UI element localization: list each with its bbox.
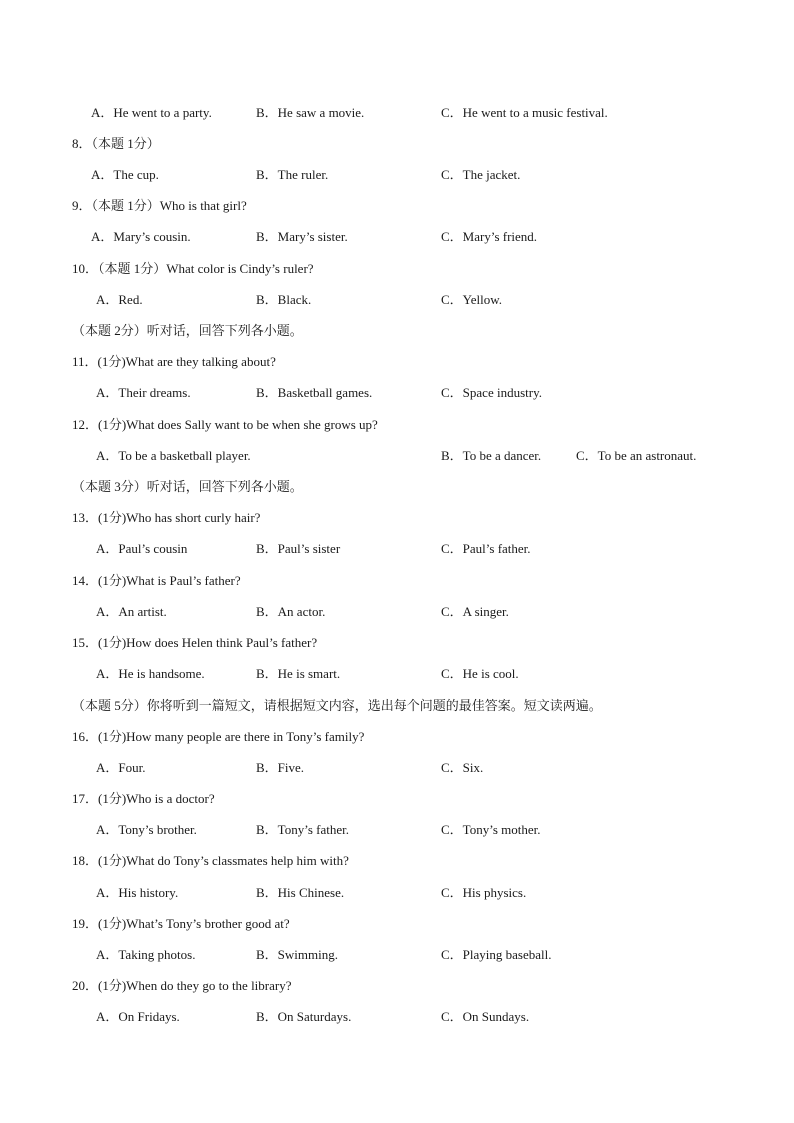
- q10-option-a: A．Red.: [96, 292, 143, 307]
- q10-stem: 10．（本题 1分）What color is Cindy’s ruler?: [72, 261, 314, 276]
- section-heading-dialogue-2: （本题 3分）听对话，回答下列各小题。: [72, 479, 303, 494]
- q19-option-b: B．Swimming.: [256, 947, 338, 962]
- q11-stem: 11．(1分)What are they talking about?: [72, 354, 276, 369]
- q16-option-a: A．Four.: [96, 760, 146, 775]
- q11-option-c: C．Space industry.: [441, 385, 542, 400]
- q15-option-b: B．He is smart.: [256, 666, 341, 681]
- section-heading-dialogue-1: （本题 2分）听对话，回答下列各小题。: [72, 323, 303, 338]
- q15-option-a: A．He is handsome.: [96, 666, 205, 681]
- q8-option-c: C．The jacket.: [441, 167, 521, 182]
- q18-option-a: A．His history.: [96, 885, 179, 900]
- q17-stem: 17．(1分)Who is a doctor?: [72, 791, 215, 806]
- q17-option-a: A．Tony’s brother.: [96, 822, 197, 837]
- q17-option-b: B．Tony’s father.: [256, 822, 349, 837]
- q7-option-b: B．He saw a movie.: [256, 105, 365, 120]
- q13-option-a: A．Paul’s cousin: [96, 541, 188, 556]
- q15-option-c: C．He is cool.: [441, 666, 519, 681]
- q11-option-a: A．Their dreams.: [96, 385, 191, 400]
- q20-option-b: B．On Saturdays.: [256, 1009, 352, 1024]
- q18-stem: 18．(1分)What do Tony’s classmates help him with?: [72, 853, 349, 868]
- q13-option-c: C．Paul’s father.: [441, 541, 531, 556]
- q12-option-a: A．To be a basketball player.: [96, 448, 251, 463]
- q12-stem: 12．(1分)What does Sally want to be when she grows up?: [72, 417, 378, 432]
- q8-option-a: A．The cup.: [91, 167, 159, 182]
- q7-option-a: A．He went to a party.: [91, 105, 212, 120]
- q20-stem: 20．(1分)When do they go to the library?: [72, 978, 292, 993]
- q18-option-c: C．His physics.: [441, 885, 527, 900]
- q7-option-c: C．He went to a music festival.: [441, 105, 608, 120]
- q18-option-b: B．His Chinese.: [256, 885, 345, 900]
- q16-option-b: B．Five.: [256, 760, 305, 775]
- q19-option-c: C．Playing baseball.: [441, 947, 552, 962]
- q19-stem: 19．(1分)What’s Tony’s brother good at?: [72, 916, 290, 931]
- q14-option-c: C．A singer.: [441, 604, 509, 619]
- section-heading-passage: （本题 5分）你将听到一篇短文，请根据短文内容，选出每个问题的最佳答案。短文读两遍。: [72, 698, 602, 713]
- q14-option-a: A．An artist.: [96, 604, 167, 619]
- q16-option-c: C．Six.: [441, 760, 484, 775]
- q8-option-b: B．The ruler.: [256, 167, 329, 182]
- q9-stem: 9．（本题 1分）Who is that girl?: [72, 198, 247, 213]
- q10-option-b: B．Black.: [256, 292, 312, 307]
- q13-stem: 13．(1分)Who has short curly hair?: [72, 510, 261, 525]
- q9-option-c: C．Mary’s friend.: [441, 229, 538, 244]
- q20-option-c: C．On Sundays.: [441, 1009, 530, 1024]
- q11-option-b: B．Basketball games.: [256, 385, 373, 400]
- q9-option-a: A．Mary’s cousin.: [91, 229, 191, 244]
- q20-option-a: A．On Fridays.: [96, 1009, 180, 1024]
- q8-stem: 8．（本题 1分）: [72, 136, 160, 151]
- q16-stem: 16．(1分)How many people are there in Tony’s family?: [72, 729, 365, 744]
- q17-option-c: C．Tony’s mother.: [441, 822, 541, 837]
- q9-option-b: B．Mary’s sister.: [256, 229, 348, 244]
- q14-stem: 14．(1分)What is Paul’s father?: [72, 573, 241, 588]
- q19-option-a: A．Taking photos.: [96, 947, 196, 962]
- q12-option-c: C．To be an astronaut.: [576, 448, 697, 463]
- q15-stem: 15．(1分)How does Helen think Paul’s father?: [72, 635, 318, 650]
- q13-option-b: B．Paul’s sister: [256, 541, 341, 556]
- q14-option-b: B．An actor.: [256, 604, 326, 619]
- q12-option-b: B．To be a dancer.: [441, 448, 542, 463]
- q10-option-c: C．Yellow.: [441, 292, 503, 307]
